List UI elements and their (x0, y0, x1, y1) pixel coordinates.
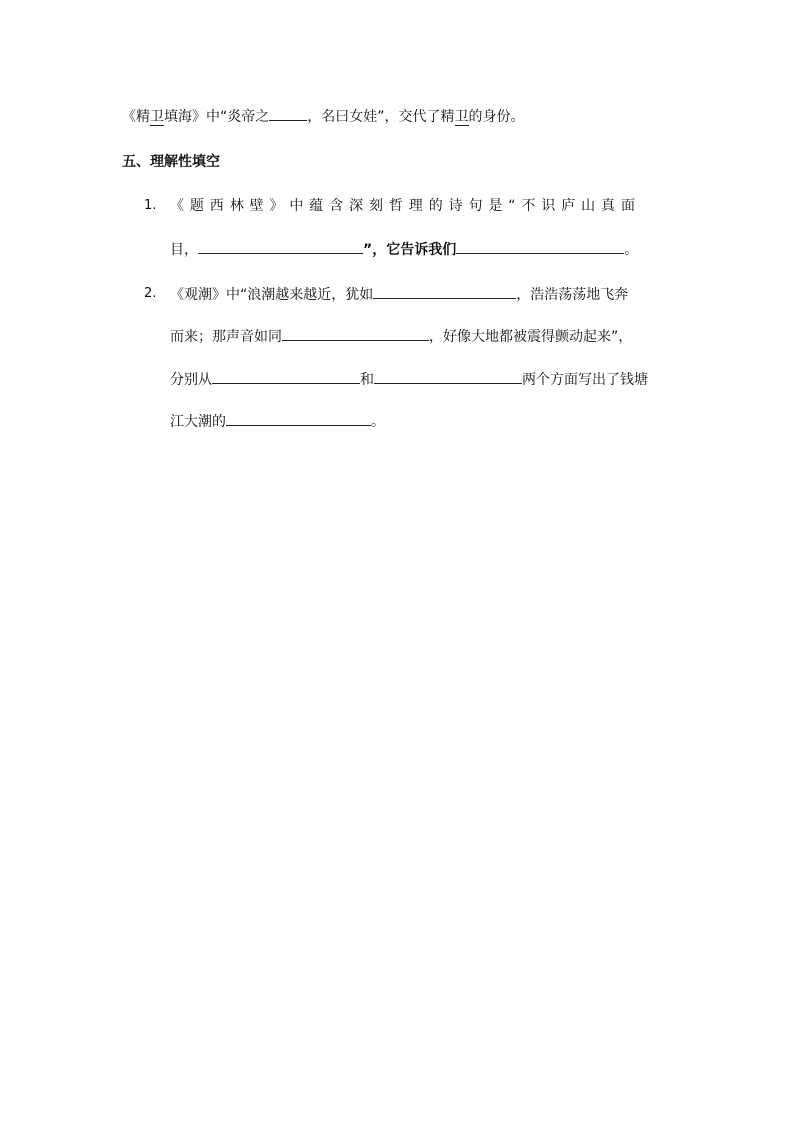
question-2-blank-3[interactable] (212, 369, 360, 384)
intro-text-3: ，名曰女娃”，交代了精 (307, 109, 455, 125)
question-1-blank-1[interactable] (198, 239, 363, 254)
intro-text-4: 的身份。 (468, 109, 525, 125)
question-1-line-2 (170, 239, 638, 259)
question-1-line-1: 《题西林壁》中蕴含深刻哲理的诗句是“不识庐山真面 (170, 198, 641, 214)
question-2-text-1a: 《观潮》中“浪潮越来越近，犹如 (170, 287, 374, 303)
question-2-text-4a: 江大潮的 (170, 414, 226, 430)
question-2-blank-5[interactable] (226, 411, 371, 426)
question-2-text-1b: ，浩浩荡荡地飞奔 (516, 287, 629, 303)
question-2-text-3b: 和 (360, 372, 374, 388)
question-1-number: 1. (144, 198, 157, 213)
question-1-blank-2[interactable] (456, 239, 624, 254)
question-2-number: 2. (144, 286, 157, 301)
intro-text-2: 填海》中“炎帝之 (164, 109, 270, 125)
intro-underlined-char-2: 卫 (454, 109, 469, 125)
question-2-blank-2[interactable] (282, 326, 429, 341)
question-2-line-3 (170, 369, 648, 389)
question-1-text-c: 。 (624, 242, 639, 258)
question-2-text-2b: ，好像大地都被震得颤动起来”， (429, 329, 633, 345)
question-2-text-3c: 两个方面写出了钱塘 (522, 372, 648, 388)
section-heading: 五、理解性填空 (122, 154, 220, 170)
intro-sentence (122, 106, 525, 126)
question-2-text-3a: 分别从 (170, 372, 212, 388)
intro-text-1: 《精 (122, 109, 150, 125)
question-2-line-2 (170, 326, 632, 346)
intro-blank[interactable] (269, 106, 307, 121)
question-2-blank-1[interactable] (373, 284, 516, 299)
question-2-text-2a: 而来；那声音如同 (170, 329, 282, 345)
intro-underlined-char-1: 卫 (150, 109, 164, 125)
question-2-line-1 (170, 284, 628, 304)
question-1-text-a: 目， (170, 242, 198, 258)
question-2-blank-4[interactable] (374, 369, 522, 384)
question-1-text-b: ”，它告诉我们 (363, 242, 457, 258)
question-2-text-4b: 。 (371, 414, 385, 430)
question-2-line-4 (170, 411, 385, 431)
